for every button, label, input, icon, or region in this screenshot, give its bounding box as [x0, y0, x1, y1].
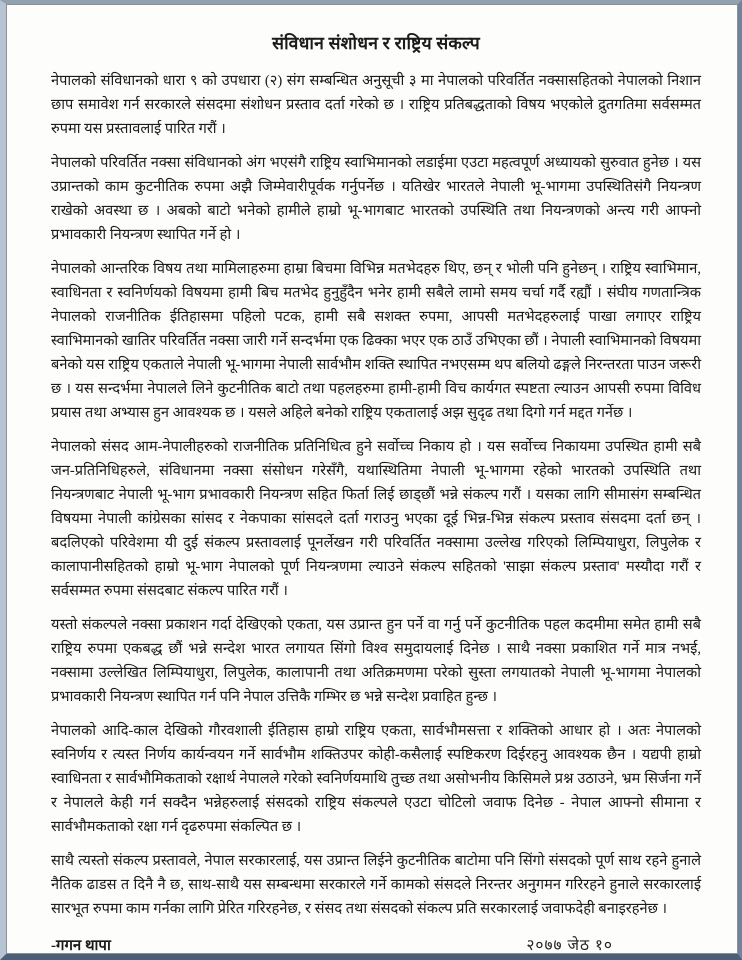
document-title: संविधान संशोधन र राष्ट्रिय संकल्प	[272, 33, 480, 53]
paragraph-parliament-resolution: नेपालको संसद आम-नेपालीहरुको राजनीतिक प्रतिनिधित्व हुने सर्वोच्च निकाय हो । यस सर्वोच्च निकायमा उपस्थित हामी सबै जन-प्रतिनिधिहरुले, संविधानमा नक्सा संसोधन गरेसँगै, यथास्थितिमा नेपाली भू-भागमा रहेको भारतको उपस्थिति तथा नियन्त्रणबाट नेपाली भू-भाग प्रभावकारी नियन्त्रण सहित फिर्ता लिई छाड्छौं भन्ने संकल्प गरौं । यसका लागि सीमासंग सम्बन्धित विषयमा नेपाली कांग्रेसका सांसद र नेकपाका सांसदले दर्ता गराउनु भएका दूई भिन्न-भिन्न संकल्प प्रस्ताव संसदमा दर्ता छन् । बदलिएको परिवेशमा यी दुई संकल्प प्रस्तावलाई पूनर्लेखन गरी परिवर्तित नक्सामा उल्लेख गरिएको लिम्पियाधुरा, लिपुलेक र कालापानीसहितको हाम्रो भू-भाग नेपालको पूर्ण नियन्त्रणमा ल्याउने संकल्प सहितको 'साझा संकल्प प्रस्ताव' मस्यौदा गरौं र सर्वसम्मत रुपमा संसदबाट संकल्प पारित गरौं ।	[51, 439, 701, 599]
document-date: २०७७ जेठ १०	[526, 937, 613, 954]
paragraph-message-to-world: यस्तो संकल्पले नक्सा प्रकाशन गर्दा देखिएको एकता, यस उप्रान्त हुन पर्ने वा गर्नु पर्ने कुटनीतिक पहल कदमीमा समेत हामी सबै राष्ट्रिय रुपमा एकबद्ध छौं भन्ने सन्देश भारत लगायत सिंगो विश्व समुदायलाई दिनेछ । साथै नक्सा प्रकाशित गर्ने मात्र नभई, नक्सामा उल्लेखित लिम्पियाधुरा, लिपुलेक, कालापानी तथा अतिक्रमणमा परेको सुस्ता लगयातको नेपाली भू-भागमा नेपालको प्रभावकारी नियन्त्रण स्थापित गर्न पनि नेपाल उत्तिकै गम्भिर छ भन्ने सन्देश प्रवाहित हुन्छ ।	[51, 617, 701, 705]
paragraph-government-accountability: साथै त्यस्तो संकल्प प्रस्तावले, नेपाल सरकारलाई, यस उप्रान्त लिईने कुटनीतिक बाटोमा पनि सिंगो संसदको पूर्ण साथ रहने हुनाले नैतिक ढाडस त दिनै नै छ, साथ-साथै यस सम्बन्धमा सरकारले गर्ने कामको संसदले निरन्तर अनुगमन गरिरहने हुनाले सरकारलाई सारभूत रुपमा काम गर्नका लागि प्रेरित गरिरहनेछ, र संसद तथा संसदको संकल्प प्रति सरकारलाई जवाफदेही बनाइरहनेछ ।	[51, 853, 701, 917]
document-footer	[51, 933, 701, 955]
document-page	[6, 4, 738, 954]
paragraph-national-unity: नेपालको आन्तरिक विषय तथा मामिलाहरुमा हाम्रा बिचमा विभिन्न मतभेदहरु थिए, छन् र भोली पनि हुनेछन् । राष्ट्रिय स्वाभिमान, स्वाधिनता र स्वनिर्णयको विषयमा हामी बिच मतभेद हुनुहुँदैन भनेर हामी सबैले लामो समय चर्चा गर्दै रह्यौं । संघीय गणतान्त्रिक नेपालको राजनीतिक ईतिहासमा पहिलो पटक, हामी सबै सशक्त रुपमा, आपसी मतभेदहरुलाई पाखा लगाएर राष्ट्रिय स्वाभिमानको खातिर परिवर्तित नक्सा जारी गर्ने सन्दर्भमा एक ढिक्का भएर एक ठाउँ उभिएका छौं । नेपाली स्वाभिमानको विषयमा बनेको यस राष्ट्रिय एकताले नेपाली भू-भागमा नेपाली सार्वभौम शक्ति स्थापित नभएसम्म थप बलियो ढङ्गले निरन्तरता पाउन जरूरी छ । यस सन्दर्भमा नेपालले लिने कुटनीतिक बाटो तथा पहलहरुमा हामी-हामी विच कार्यगत स्पष्टता ल्याउन आपसी रुपमा विविध प्रयास तथा अभ्यास हुन आवश्यक छ । यसले अहिले बनेको राष्ट्रिय एकतालाई अझ सुदृढ तथा दिगो गर्न मद्दत गर्नेछ ।	[51, 261, 701, 421]
signature: -गगन थापा	[51, 938, 111, 954]
paragraph-map-new-chapter: नेपालको परिवर्तित नक्सा संविधानको अंग भएसंगै राष्ट्रिय स्वाभिमानको लडाईमा एउटा महत्वपूर्ण अध्यायको सुरुवात हुनेछ । यस उप्रान्तको काम कुटनीतिक रुपमा अझै जिम्मेवारीपूर्वक गर्नुपर्नेछ । यतिखेर भारतले नेपाली भू-भागमा उपस्थितिसंगै नियन्त्रण राखेको अवस्था छ । अबको बाटो भनेको हामीले हाम्रो भू-भागबाट भारतको उपस्थिति तथा नियन्त्रणको अन्त्य गरी आफ्नो प्रभावकारी नियन्त्रण स्थापित गर्ने हो ।	[51, 155, 701, 243]
paragraph-sovereignty-answer: नेपालको आदि-काल देखिको गौरवशाली ईतिहास हाम्रो राष्ट्रिय एकता, सार्वभौमसत्ता र शक्तिको आधार हो । अतः नेपालको स्वनिर्णय र त्यस्त निर्णय कार्यन्वयन गर्ने सार्वभौम शक्तिउपर कोही-कसैलाई स्पष्टिकरण दिईरहनु आवश्यक छैन । यद्यपी हाम्रो स्वाधिनता र सार्वभौमिकताको रक्षार्थ नेपालले गरेको स्वनिर्णयमाथि तुच्छ तथा असोभनीय किसिमले प्रश्न उठाउने, भ्रम सिर्जना गर्ने र नेपालले केही गर्न सक्दैन भन्नेहरुलाई संसदको राष्ट्रिय संकल्पले एउटा चोटिलो जवाफ दिनेछ - नेपाल आफ्नो सीमाना र सार्वभौमकताको रक्षा गर्न दृढरुपमा संकल्पित छ ।	[51, 723, 701, 835]
paragraph-constitution-amendment: नेपालको संविधानको धारा ९ को उपधारा (२) संग सम्बन्धित अनुसूची ३ मा नेपालको परिवर्तित नक्सासहितको नेपालको निशान छाप समावेश गर्न सरकारले संसदमा संशोधन प्रस्ताव दर्ता गरेको छ । राष्ट्रिय प्रतिबद्धताको विषय भएकोले द्रुतगतिमा सर्वसम्मत रुपमा यस प्रस्तावलाई पारित गरौं ।	[51, 73, 701, 137]
